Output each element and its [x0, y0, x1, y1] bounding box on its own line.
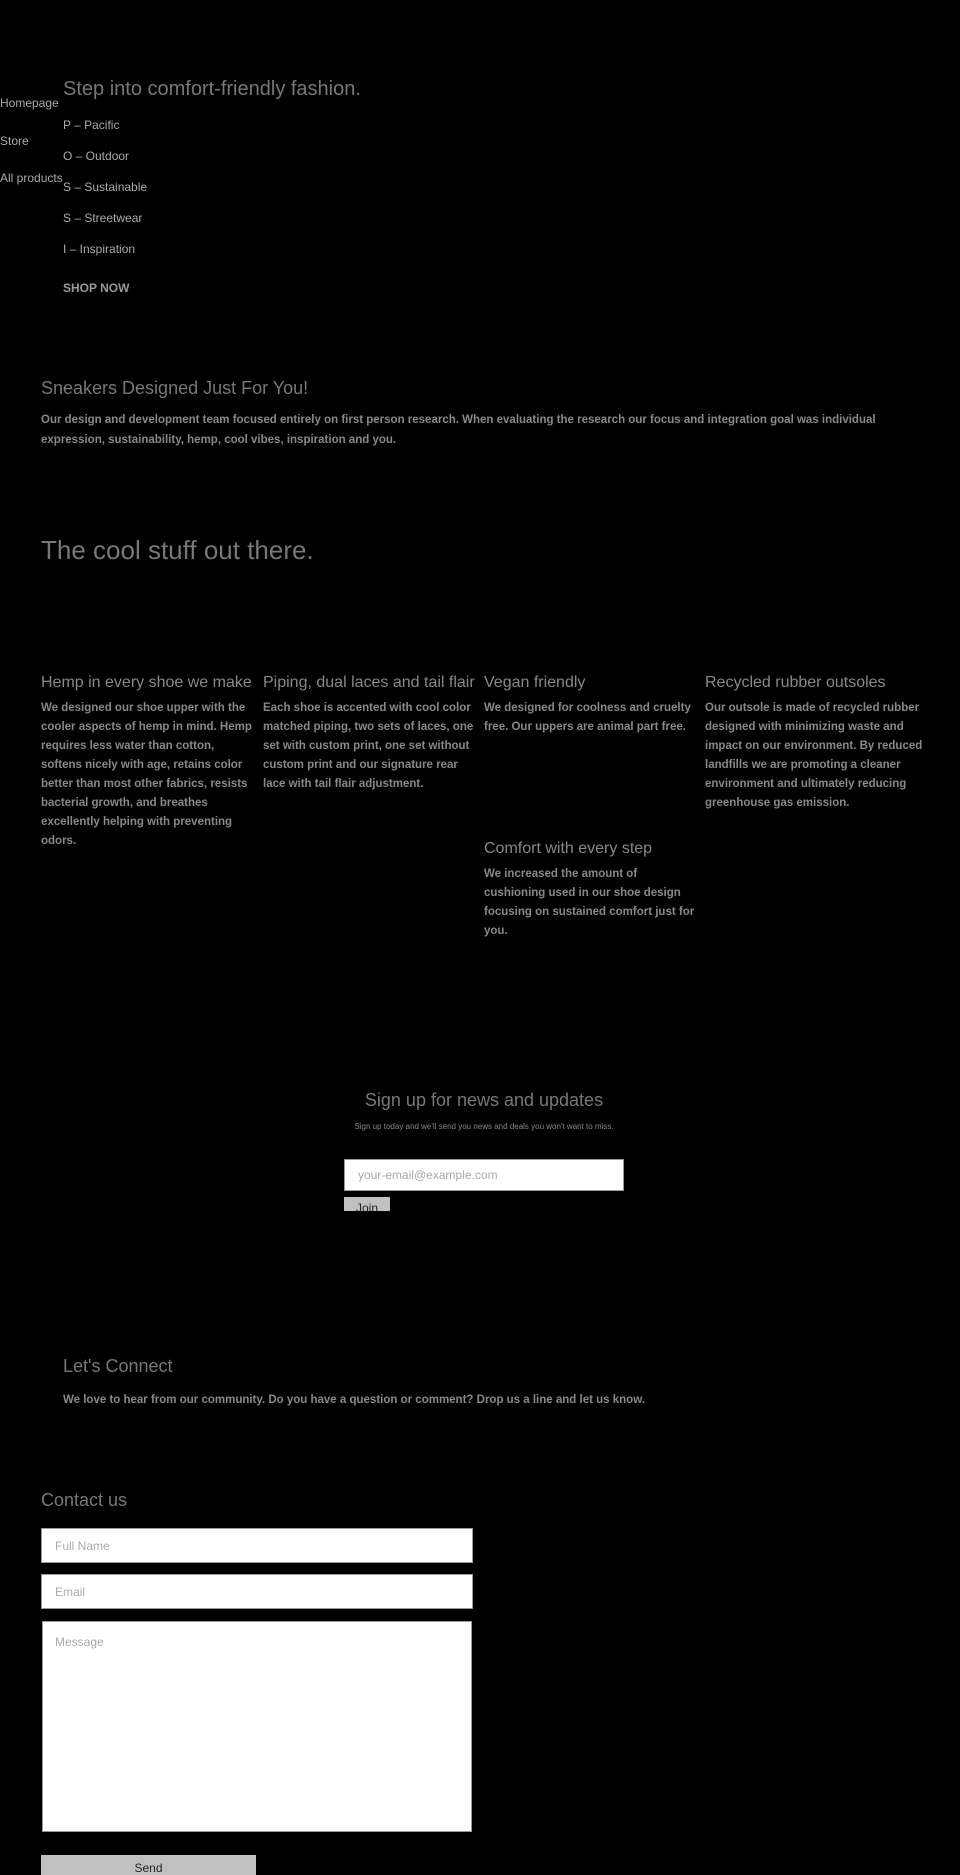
email-input[interactable] — [41, 1574, 473, 1609]
cool-stuff-title: The cool stuff out there. — [41, 535, 314, 565]
intro-text: Our design and development team focused entirely on first person research. When evaluating the research our focus and integration goal was individual expression, sustainability, hemp, cool vibes, inspiration and you. — [41, 414, 876, 446]
connect-title: Let's Connect — [63, 1356, 173, 1376]
feature-title: Hemp in every shoe we make — [41, 674, 252, 691]
feature-text: We designed for coolness and cruelty free. Our uppers are animal part free. — [484, 702, 691, 733]
hero-item-streetwear: S – Streetwear — [63, 211, 143, 225]
send-button[interactable]: Send — [41, 1855, 256, 1875]
nav-all-products[interactable]: All products — [0, 171, 63, 185]
feature-text: We increased the amount of cushioning used in our shoe design focusing on sustained comfort just for you. — [484, 868, 695, 937]
signup-title: Sign up for news and updates — [364, 1090, 604, 1110]
feature-title: Comfort with every step — [484, 840, 653, 857]
feature-title: Recycled rubber outsoles — [705, 674, 886, 691]
connect-text: We love to hear from our community. Do you have a question or comment? Drop us a line and let us know. — [63, 1394, 645, 1406]
intro-title: Sneakers Designed Just For You! — [41, 378, 309, 398]
feature-piping — [263, 670, 475, 794]
hero-item-outdoor: O – Outdoor — [63, 149, 130, 163]
contact-title: Contact us — [41, 1490, 128, 1510]
feature-title: Piping, dual laces and tail flair — [263, 674, 475, 691]
feature-recycled — [705, 670, 935, 813]
feature-title: Vegan friendly — [484, 674, 586, 691]
signup-subtitle: Sign up today and we'll send you news and deals you won't want to miss. — [354, 1122, 614, 1131]
feature-text: Our outsole is made of recycled rubber designed with minimizing waste and impact on our environment. By reduced landfills we are promoting a cleaner environment and ultimately reducing greenhouse gas emission. — [705, 702, 923, 809]
feature-text: Each shoe is accented with cool color matched piping, two sets of laces, one set with custom print, one set without custom print and our signature rear lace with tail flair adjustment. — [263, 702, 474, 790]
feature-hemp — [41, 670, 253, 851]
signup-email-input[interactable] — [344, 1159, 624, 1191]
nav-homepage[interactable]: Homepage — [0, 96, 59, 110]
feature-comfort — [484, 836, 696, 941]
hero-item-pacific: P – Pacific — [63, 118, 120, 132]
feature-vegan — [484, 670, 696, 737]
hero-item-inspiration: I – Inspiration — [63, 242, 136, 256]
join-button[interactable]: Join — [344, 1197, 390, 1211]
nav-store[interactable]: Store — [0, 134, 29, 148]
shop-now-link[interactable]: SHOP NOW — [63, 281, 130, 295]
feature-text: We designed our shoe upper with the cooler aspects of hemp in mind. Hemp requires less water than cotton, softens nicely with age, retains color better than most other fabrics, resists bacterial growth, and breathes excellently helping with preventing odors. — [41, 702, 252, 847]
hero-title: Step into comfort-friendly fashion. — [63, 78, 361, 100]
full-name-input[interactable] — [41, 1528, 473, 1563]
message-textarea[interactable] — [42, 1621, 472, 1832]
hero-item-sustainable: S – Sustainable — [63, 180, 148, 194]
